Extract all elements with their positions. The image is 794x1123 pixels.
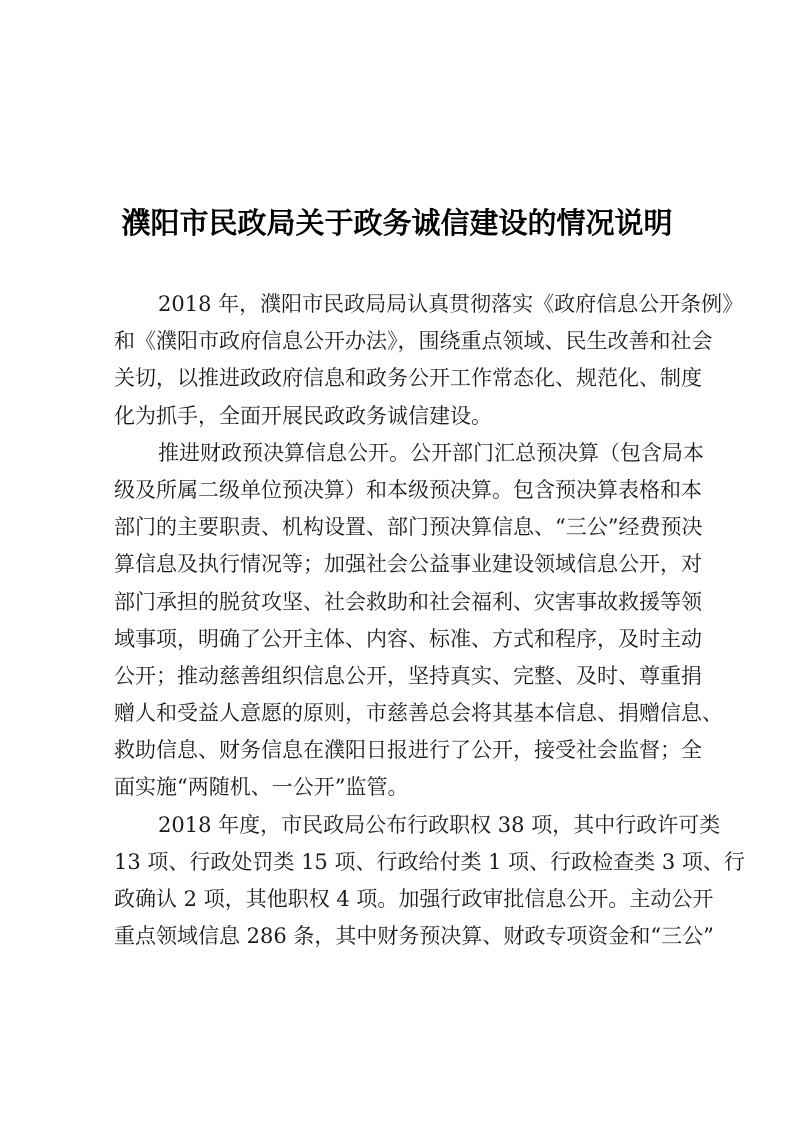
paragraph-3-line-4: 重点领域信息 286 条，其中财务预决算、财政专项资金和“三公” — [114, 924, 714, 949]
paragraph-3-line-3: 政确认 2 项，其他职权 4 项。加强行政审批信息公开。主动公开 — [114, 887, 714, 911]
document-body — [114, 286, 745, 955]
document-title: 濮阳市民政局关于政务诚信建设的情况说明 — [121, 206, 673, 240]
paragraph-2-line-5: 部门承担的脱贫攻坚、社会救助和社会福利、灾害事故救援等领 — [114, 589, 702, 614]
paragraph-1-line-4: 化为抓手，全面开展民政政务诚信建设。 — [114, 403, 492, 428]
paragraph-3-line-1: 2018 年度，市民政局公布行政职权 38 项，其中行政许可类 — [158, 812, 721, 837]
paragraph-2-line-3: 部门的主要职责、机构设置、部门预决算信息、“三公”经费预决 — [114, 515, 703, 540]
paragraph-1-line-1: 2018 年，濮阳市民政局局认真贯彻落实《政府信息公开条例》 — [158, 292, 744, 316]
paragraph-2-line-6: 域事项，明确了公开主体、内容、标准、方式和程序，及时主动 — [114, 626, 702, 651]
paragraph-1-line-2: 和《濮阳市政府信息公开办法》，围绕重点领域、民生改善和社会 — [114, 329, 713, 354]
paragraph-2-line-2: 级及所属二级单位预决算）和本级预决算。包含预决算表格和本 — [114, 477, 702, 502]
paragraph-3-line-2: 13 项、行政处罚类 15 项、行政给付类 1 项、行政检查类 3 项、行 — [114, 849, 745, 874]
paragraph-2-line-8: 赠人和受益人意愿的原则，市慈善总会将其基本信息、捐赠信息、 — [114, 701, 723, 726]
paragraph-2-line-7: 公开；推动慈善组织信息公开，坚持真实、完整、及时、尊重捐 — [114, 663, 702, 688]
paragraph-2-line-1: 推进财政预决算信息公开。公开部门汇总预决算（包含局本 — [158, 440, 704, 465]
paragraph-1-line-3: 关切，以推进政政府信息和政务公开工作常态化、规范化、制度 — [114, 366, 702, 391]
paragraph-2-line-4: 算信息及执行情况等；加强社会公益事业建设领域信息公开，对 — [114, 552, 702, 577]
paragraph-2-line-10: 面实施“两随机、一公开”监管。 — [114, 775, 409, 800]
paragraph-2-line-9: 救助信息、财务信息在濮阳日报进行了公开，接受社会监督；全 — [114, 738, 702, 763]
